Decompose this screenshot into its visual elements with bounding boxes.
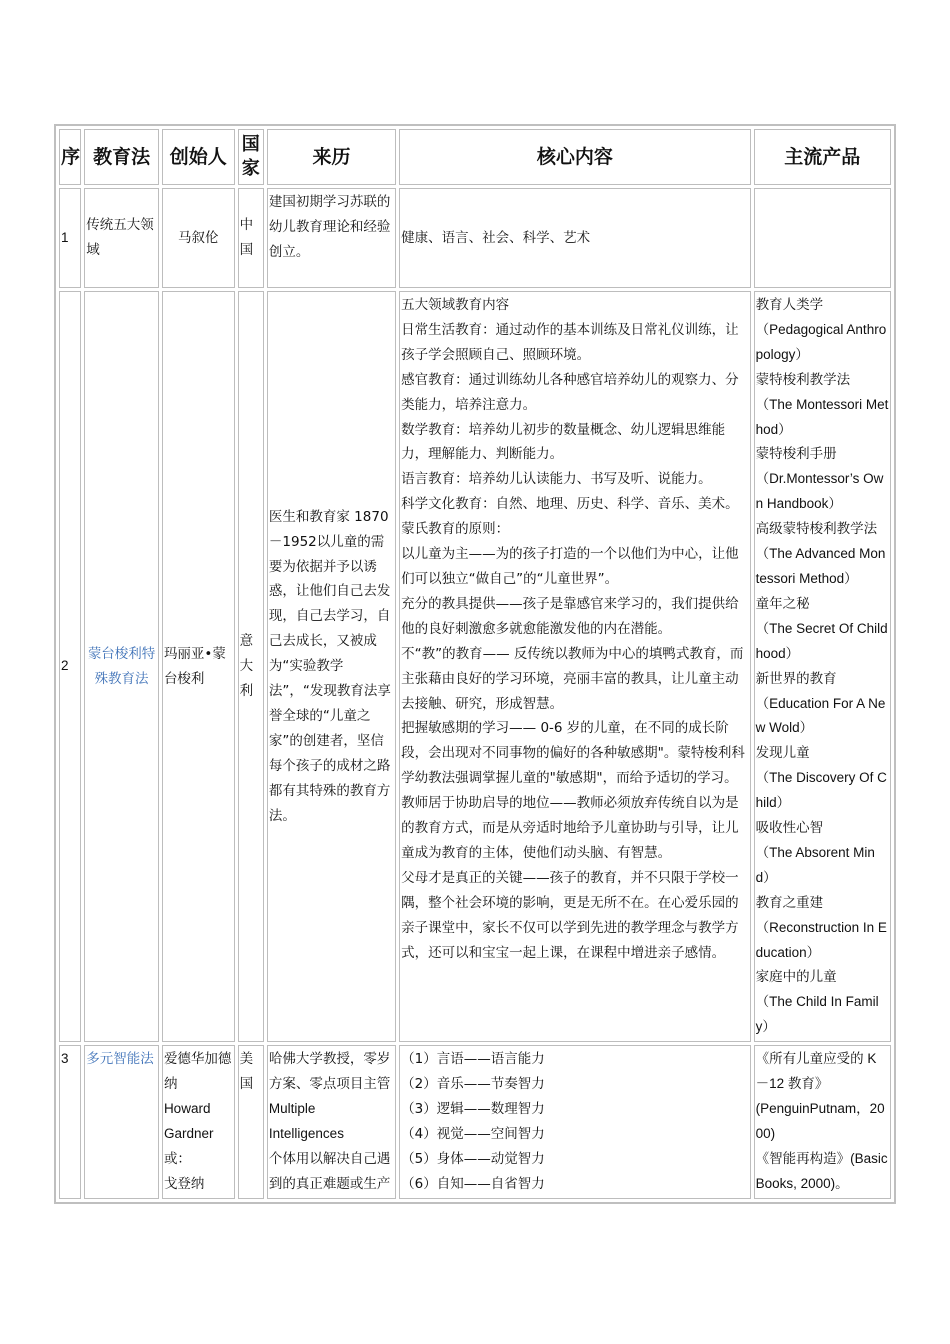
- origin-line: 个体用以解决自己遇到的真正难题或生产: [268, 1150, 391, 1192]
- core-line: 日常生活教育：通过动作的基本训练及日常礼仪训练，让孩子学会照顾自己、照顾环境。: [401, 321, 739, 363]
- product-line: 家庭中的儿童: [755, 969, 837, 985]
- core-line: 充分的教具提供——孩子是靠感官来学习的，我们提供给他的良好刺激愈多就愈能激发他的内在潜能。: [401, 595, 739, 637]
- document-page: [54, 124, 896, 1204]
- core-line: 五大领域教育内容: [401, 297, 510, 313]
- product-line: 发现儿童: [755, 745, 810, 761]
- product-line: （The Advanced Montessori Method）: [755, 546, 886, 586]
- product-line: 吸收性心智: [755, 820, 824, 836]
- row-core: [399, 1045, 750, 1198]
- core-line: （4）视觉——空间智力: [401, 1125, 545, 1142]
- row-country: 中国: [238, 188, 264, 288]
- core-line: 以儿童为主——为的孩子打造的一个以他们为中心，让他们可以独立“做自己”的“儿童世界”。: [401, 546, 739, 587]
- method-link[interactable]: 多元智能法: [84, 1045, 159, 1198]
- row-founder: [162, 1045, 235, 1198]
- row-core: 健康、语言、社会、科学、艺术: [399, 188, 750, 288]
- core-line: （5）身体——动觉智力: [401, 1150, 545, 1167]
- origin-line: Multiple: [268, 1101, 316, 1116]
- product-line: 童年之秘: [755, 595, 810, 611]
- method-link[interactable]: 蒙台梭利特殊教育法: [84, 291, 159, 1042]
- core-line: （1）言语——语言能力: [401, 1051, 545, 1068]
- founder-line: 或：: [163, 1150, 191, 1167]
- row-origin: 建国初期学习苏联的幼儿教育理论和经验创立。: [267, 188, 396, 288]
- product-line: 蒙特梭利手册: [755, 446, 837, 462]
- header-origin: 来历: [267, 129, 396, 185]
- table-row: [59, 188, 891, 288]
- product-line: （Reconstruction In Education）: [755, 919, 887, 960]
- product-line: (PenguinPutnam，2000): [755, 1101, 885, 1141]
- product-line: （The Discovery Of Child）: [755, 770, 887, 811]
- core-line: 不“教”的教育—— 反传统以教师为中心的填鸭式教育，而主张藉由良好的学习环境，亮丽丰富的教具，让儿童主动去接触、研究，形成智慧。: [401, 645, 744, 712]
- row-core: [399, 291, 750, 1042]
- header-founder: 创始人: [162, 129, 235, 185]
- product-line: 高级蒙特梭利教学法: [755, 521, 878, 537]
- core-line: 父母才是真正的关键——孩子的教育，并不只限于学校一隅，整个社会环境的影响，更是无所不在。在心爱乐园的亲子课堂中，家长不仅可以学到先进的教学理念与教学方式，还可以和宝宝一起上课，在课程中增进亲子感情。: [401, 869, 739, 961]
- core-line: 教师居于协助启导的地位——教师必须放弃传统自以为是的教育方式，而是从旁适时地给予儿童协助与引导，让儿童成为教育的主体，使他们动头脑、有智慧。: [401, 795, 739, 861]
- product-line: （Pedagogical Anthropology）: [755, 321, 887, 362]
- header-core: 核心内容: [399, 129, 750, 185]
- row-seq: 1: [59, 188, 81, 288]
- row-country: 意大利: [238, 291, 264, 1042]
- product-line: 新世界的教育: [755, 670, 837, 686]
- header-country: 国家: [238, 129, 264, 185]
- row-products: [754, 291, 891, 1042]
- core-line: 蒙氏教育的原则：: [401, 521, 510, 538]
- row-country: 美国: [238, 1045, 264, 1198]
- core-line: 数学教育：培养幼儿初步的数量概念、幼儿逻辑思维能力，理解能力、判断能力。: [401, 421, 726, 463]
- row-origin: [267, 1045, 396, 1198]
- product-line: 蒙特梭利教学法: [755, 371, 851, 387]
- founder-line: Howard: [163, 1101, 211, 1116]
- core-line: 科学文化教育：自然、地理、历史、科学、音乐、美术。: [401, 496, 739, 513]
- education-methods-table: [54, 124, 896, 1204]
- founder-line: Gardner: [163, 1125, 214, 1141]
- core-line: （2）音乐——节奏智力: [401, 1076, 545, 1093]
- header-products: 主流产品: [754, 129, 891, 185]
- product-line: （Education For A New Wold）: [755, 695, 886, 736]
- core-line: 语言教育：培养幼儿认读能力、书写及听、说能力。: [401, 471, 712, 488]
- core-line: （3）逻辑——数理智力: [401, 1101, 545, 1117]
- header-seq: 序: [59, 129, 81, 185]
- product-line: （The Secret Of Childhood）: [755, 620, 888, 661]
- product-line: （The Child In Family）: [755, 994, 879, 1035]
- founder-line: 爱德华加德纳: [163, 1051, 232, 1093]
- origin-line: Intelligences: [268, 1125, 344, 1141]
- row-seq: 3: [59, 1045, 81, 1198]
- product-line: （Dr.Montessor’s Own Handbook）: [755, 471, 884, 512]
- header-method: 教育法: [84, 129, 159, 185]
- core-line: （6）自知——自省智力: [401, 1175, 545, 1192]
- product-line: 《所有儿童应受的 K－12 教育》: [755, 1051, 877, 1092]
- row-founder: 玛丽亚•蒙台梭利: [162, 291, 235, 1042]
- row-method: 传统五大领域: [84, 188, 159, 288]
- row-products: [754, 188, 891, 288]
- table-header-row: [59, 129, 891, 185]
- origin-line: 哈佛大学教授，零岁方案、零点项目主管: [268, 1051, 391, 1093]
- core-line: 把握敏感期的学习—— 0-6 岁的儿童，在不同的成长阶段，会出现对不同事物的偏好的各种敏感期"。蒙特梭利科学幼教法强调掌握儿童的"敏感期"，而给予适切的学习。: [401, 720, 745, 787]
- row-seq: 2: [59, 291, 81, 1042]
- product-line: 教育人类学: [755, 297, 824, 312]
- product-line: （The Montessori Method）: [755, 396, 889, 437]
- row-products: [754, 1045, 891, 1198]
- row-origin: 医生和教育家 1870－1952以儿童的需要为依据并予以诱惑，让他们自己去发现，自己去学习，自己去成长，又被成为“实验教学法”，“发现教育法享誉全球的“儿童之家”的创建者，坚信每个孩子的成材之路都有其特殊的教育方法。: [267, 291, 396, 1042]
- product-line: （The Absorent Mind）: [755, 844, 875, 885]
- product-line: 《智能再构造》(Basic Books, 2000)。: [755, 1150, 888, 1191]
- table-row: [59, 1045, 891, 1198]
- core-line: 感官教育：通过训练幼儿各种感官培养幼儿的观察力、分类能力，培养注意力。: [401, 371, 739, 413]
- founder-line: 戈登纳: [163, 1175, 205, 1192]
- table-row: [59, 291, 891, 1042]
- row-founder: 马叙伦: [162, 188, 235, 288]
- product-line: 教育之重建: [755, 894, 824, 910]
